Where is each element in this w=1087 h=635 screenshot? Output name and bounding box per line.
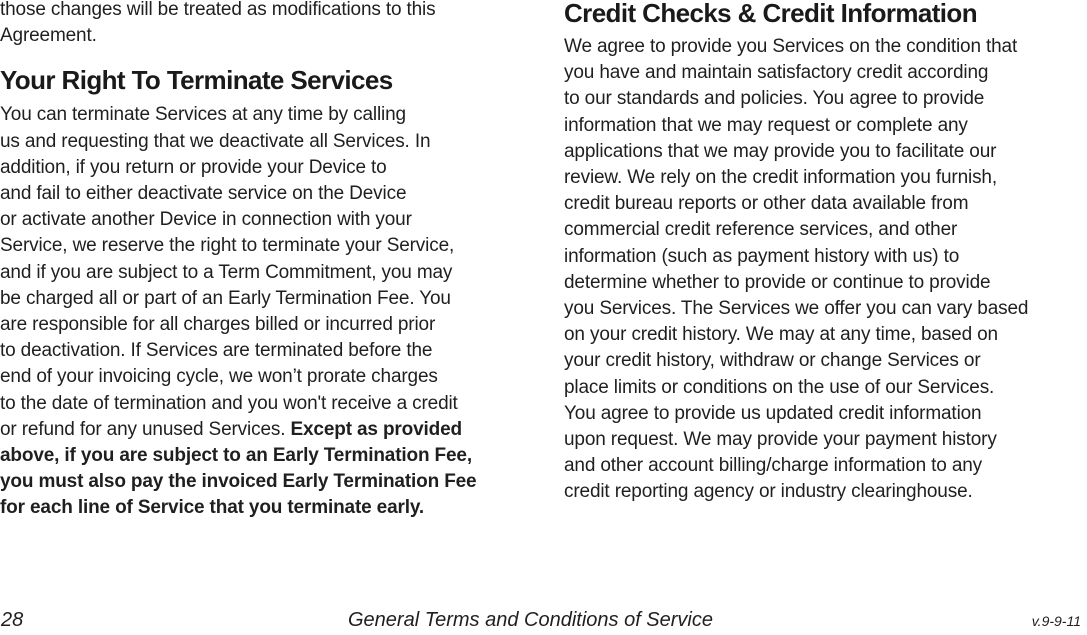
text-line: and other account billing/charge information to any	[564, 455, 983, 477]
text-line: those changes will be treated as modifications to this	[0, 0, 436, 20]
text-line: applications that we may provide you to facilitate our	[564, 140, 997, 162]
text-line: and fail to either deactivate service on the Device	[0, 183, 407, 205]
right-column	[564, 0, 1087, 506]
text-line: on your credit history. We may at any time, based on	[564, 324, 998, 346]
text-line: We agree to provide you Services on the condition that	[564, 36, 1018, 57]
text-line: place limits or conditions on the use of our Services.	[564, 376, 995, 398]
text-line: are responsible for all charges billed or incurred prior	[0, 314, 436, 336]
text-line: addition, if you return or provide your Device to	[0, 156, 387, 178]
text-line: end of your invoicing cycle, we won’t prorate charges	[0, 366, 438, 388]
text-line: and if you are subject to a Term Commitment, you may	[0, 261, 453, 283]
page-footer	[0, 609, 1087, 635]
footer-title: General Terms and Conditions of Service	[348, 609, 713, 631]
text-line: commercial credit reference services, and other	[564, 219, 958, 241]
text-line: be charged all or part of an Early Termination Fee. You	[0, 287, 451, 309]
text-line: determine whether to provide or continue to provide	[564, 271, 991, 293]
text-line: You agree to provide us updated credit information	[564, 402, 982, 424]
text-line: to the date of termination and you won't receive a credit	[0, 392, 458, 414]
text-line: upon request. We may provide your payment history	[564, 429, 997, 451]
terminate-services-paragraph	[0, 102, 532, 521]
mixed-text-line	[0, 417, 532, 443]
left-column	[0, 0, 532, 522]
credit-checks-paragraph	[564, 34, 1087, 506]
text-bold-part: Except as provided	[290, 418, 462, 440]
text-normal-part: or refund for any unused Services.	[0, 418, 291, 440]
text-line: credit reporting agency or industry clearinghouse.	[564, 481, 973, 503]
version-label: v.9-9-11	[1031, 613, 1081, 629]
section-heading-credit-checks: Credit Checks & Credit Information	[564, 0, 977, 28]
bold-text-line: you must also pay the invoiced Early Termination Fee	[0, 471, 477, 493]
intro-paragraph	[0, 0, 532, 49]
text-line: You can terminate Services at any time by calling	[0, 104, 406, 126]
text-line: us and requesting that we deactivate all Services. In	[0, 130, 431, 152]
bold-text-line: above, if you are subject to an Early Termination Fee,	[0, 445, 472, 467]
text-line: to deactivation. If Services are terminated before the	[0, 340, 433, 362]
bold-text-line: for each line of Service that you terminate early.	[0, 497, 425, 519]
text-line: Service, we reserve the right to terminate your Service,	[0, 235, 455, 257]
text-line: you have and maintain satisfactory credit according	[564, 62, 989, 84]
text-line: or activate another Device in connection with your	[0, 209, 412, 231]
page-number: 28	[1, 609, 24, 631]
text-line: your credit history, withdraw or change Services or	[564, 350, 981, 372]
text-line: review. We rely on the credit information you furnish,	[564, 167, 997, 189]
text-line: credit bureau reports or other data available from	[564, 193, 969, 215]
section-heading-terminate-services: Your Right To Terminate Services	[0, 65, 393, 96]
text-line: to our standards and policies. You agree to provide	[564, 88, 985, 110]
text-line: information that we may request or complete any	[564, 114, 968, 136]
text-line: you Services. The Services we offer you can vary based	[564, 298, 1029, 320]
text-line: information (such as payment history with us) to	[564, 245, 960, 267]
text-line: Agreement.	[0, 25, 97, 47]
